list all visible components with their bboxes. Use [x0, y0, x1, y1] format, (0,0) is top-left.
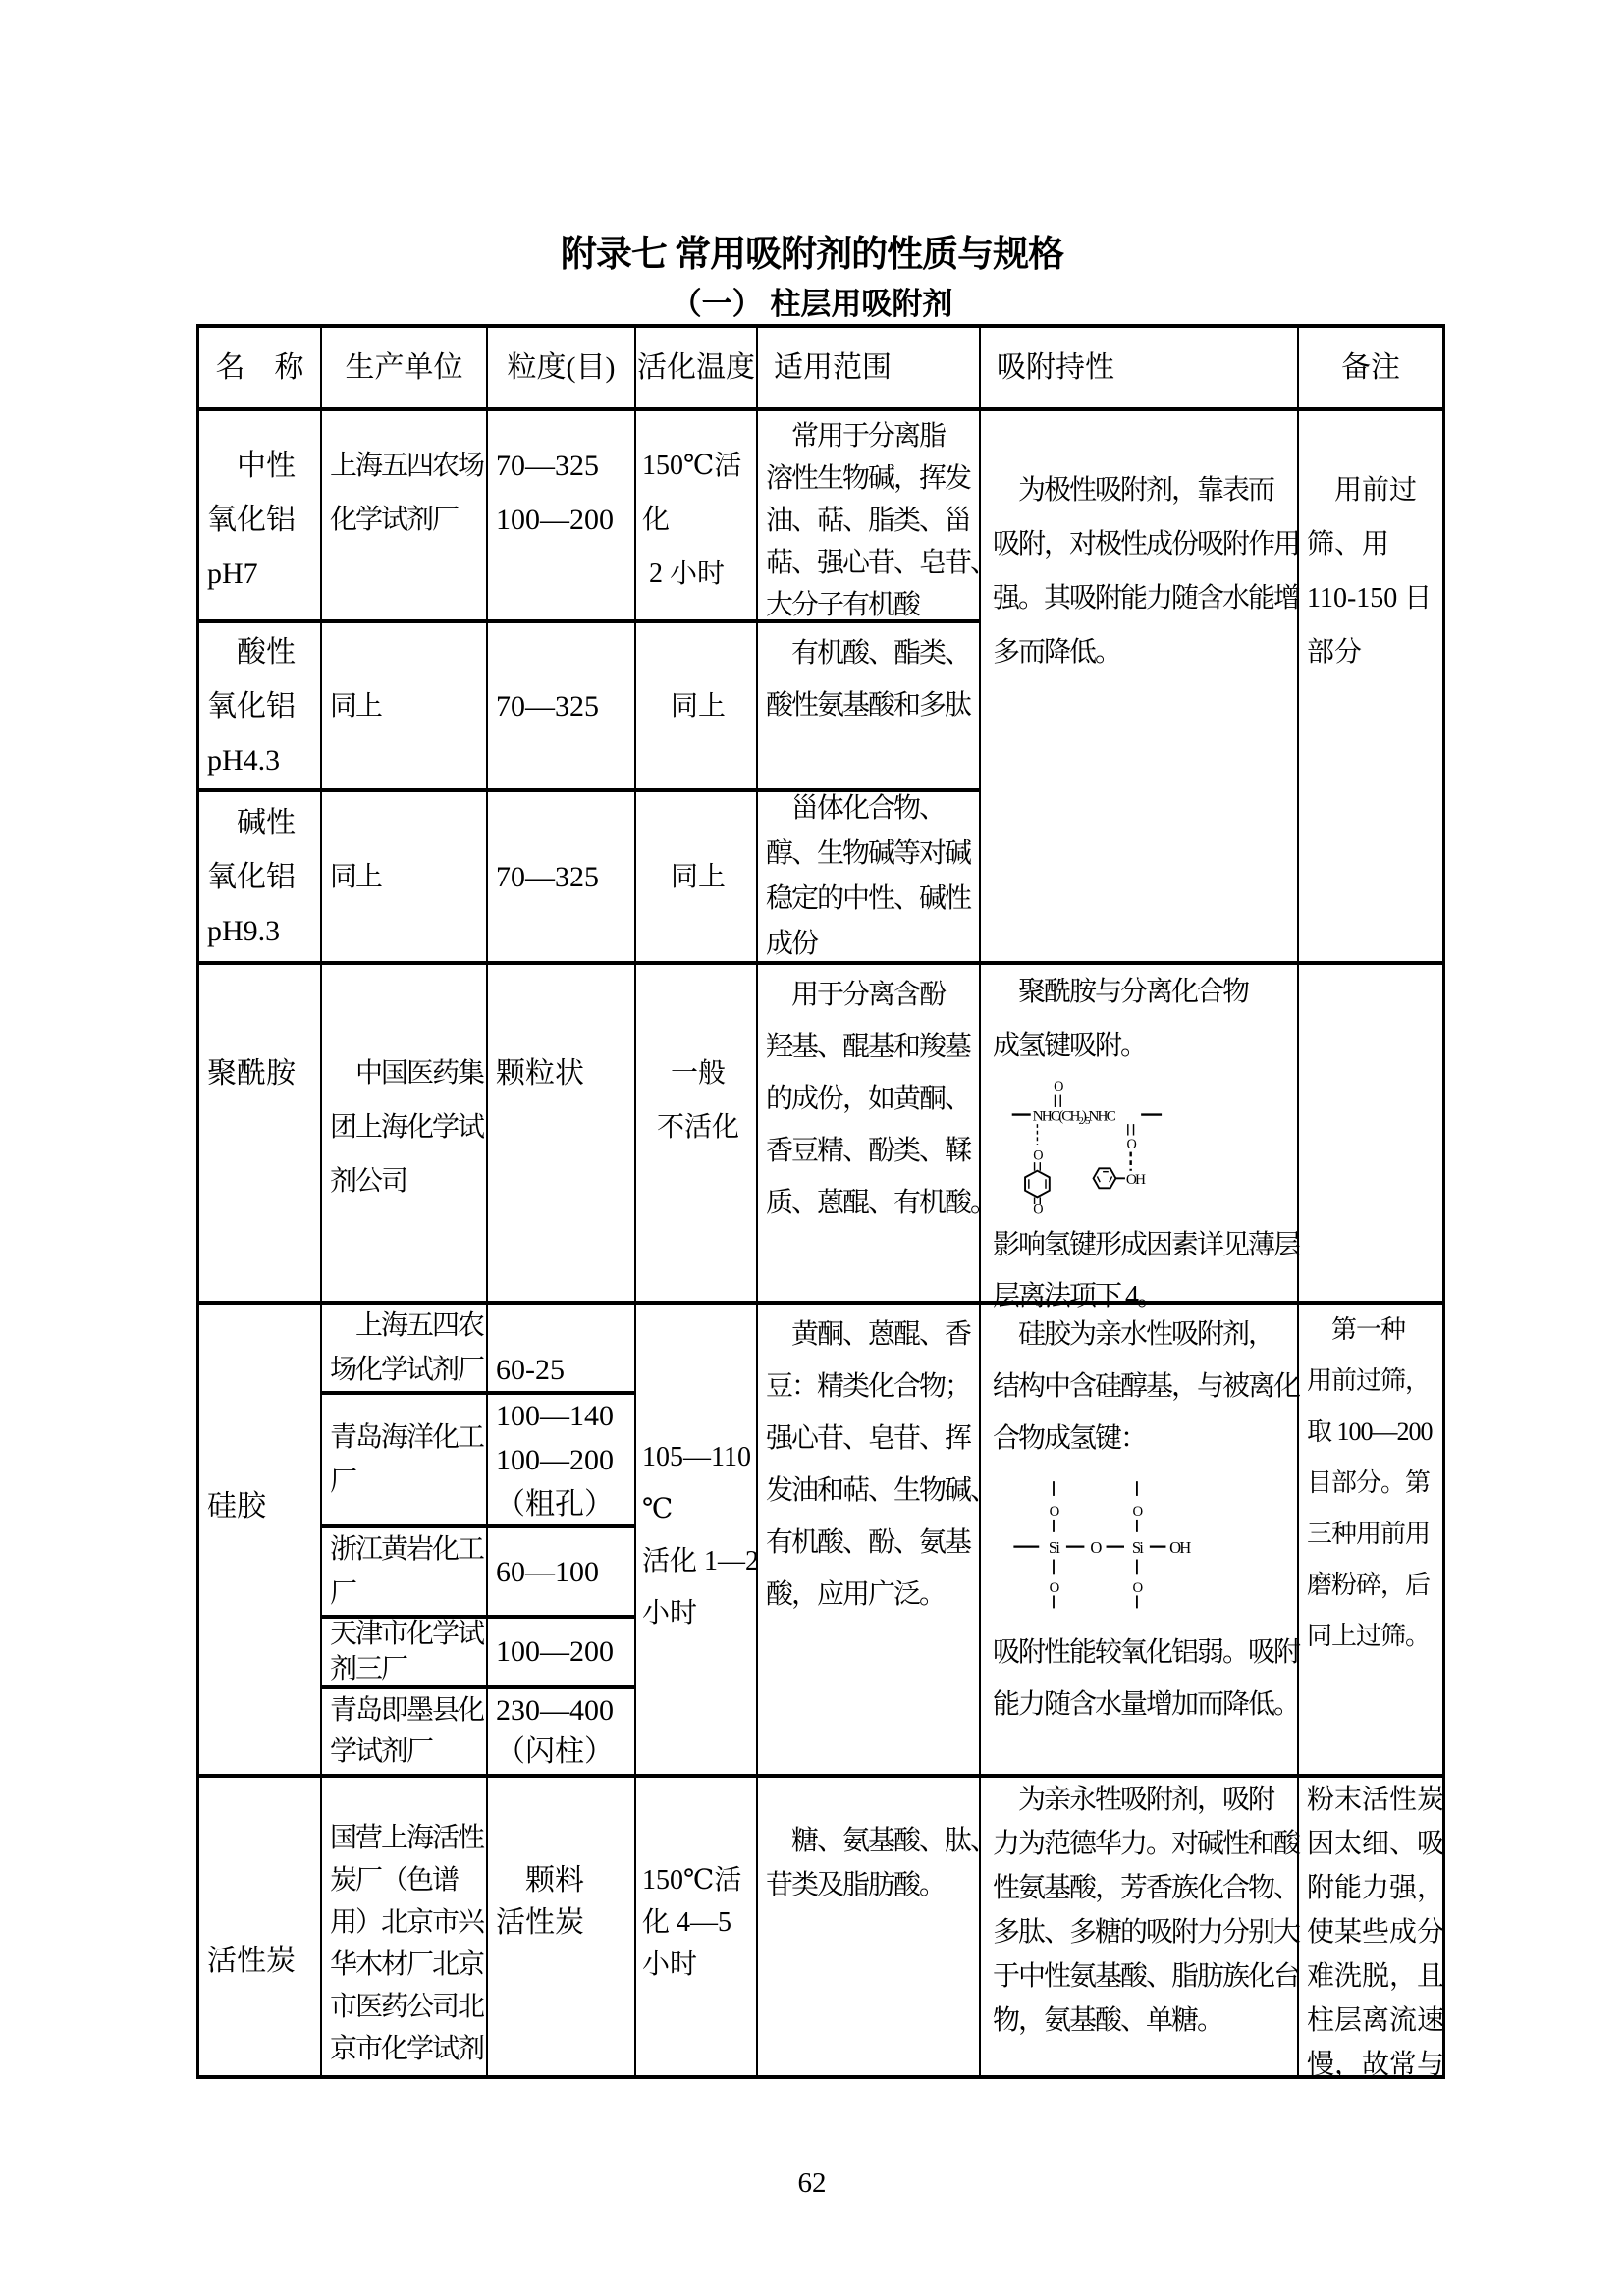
- text-line: 部分: [1307, 637, 1363, 667]
- text-line: 同上: [670, 690, 726, 721]
- cell-neutral-alumina-name: [199, 411, 322, 623]
- cell-neutral-alumina-scope: [758, 411, 997, 623]
- col-header-name-label: 名 称: [215, 351, 304, 384]
- cell-silica-mesh-4: [488, 1619, 636, 1689]
- cell-basic-alumina-scope: [758, 792, 981, 965]
- text-line: 多肽、多糖的吸附力分别大: [993, 1917, 1300, 1948]
- text-line: 大分子有机酸: [766, 590, 920, 620]
- cell-neutral-alumina-manufacturer: [322, 411, 488, 623]
- text-line: 因太细、吸: [1307, 1829, 1445, 1859]
- text-line: 炭厂（色谱: [330, 1865, 459, 1896]
- cell-polyamide-note: [1299, 965, 1442, 1305]
- cell-polyamide-name: [199, 965, 322, 1305]
- section-subtitle: （一） 柱层用吸附剂: [671, 287, 953, 321]
- text-line: 110-150 日: [1307, 583, 1433, 614]
- text-line: 颗料: [496, 1864, 584, 1896]
- quinone-top-o-label: O: [1033, 1148, 1042, 1164]
- text-line: 成氢键吸附。: [993, 1031, 1147, 1061]
- text-line: 60-25: [496, 1354, 565, 1386]
- text-line: 用于分离含酚: [766, 980, 946, 1010]
- col-header-note: [1299, 328, 1442, 411]
- text-line: 碱性: [207, 806, 296, 839]
- col-header-mesh-label: 粒度(目): [507, 351, 616, 384]
- text-line: 物，氨基酸、单糖。: [993, 2005, 1223, 2036]
- cell-basic-alumina-activation: [636, 792, 758, 965]
- text-line: 萜、强心苷、皂苷、: [766, 548, 997, 578]
- text-line: 剂三厂: [330, 1654, 407, 1684]
- text-line: 合物成氢键：: [993, 1423, 1147, 1454]
- cell-silica-manufacturer-2: [322, 1395, 488, 1528]
- appendix-title: 附录七 常用吸附剂的性质与规格: [560, 235, 1064, 275]
- text-line: 影响氢键形成因素详见薄层: [993, 1230, 1300, 1260]
- text-line: 苷类及脂肪酸。: [766, 1870, 946, 1900]
- text-line: 上海五四农: [330, 1310, 484, 1341]
- cell-polyamide-adsorption: [981, 965, 1300, 1311]
- text-line: 酸性氨基酸和多肽: [766, 690, 971, 721]
- text-line: 有机酸、酚、氨基: [766, 1527, 971, 1558]
- col-header-note-label: 备注: [1341, 351, 1400, 384]
- text-line: 质、蒽醌、有机酸。: [766, 1188, 997, 1218]
- text-line: 一般: [670, 1058, 726, 1089]
- cell-acidic-alumina-manufacturer: [322, 623, 488, 792]
- text-line: 浙江黄岩化工: [330, 1534, 484, 1565]
- col-header-name: [199, 328, 322, 411]
- silica-adsorption-intro: [993, 1308, 1300, 1465]
- silica-adsorption-outro: [993, 1627, 1300, 1731]
- text-line: 硅胶: [207, 1490, 266, 1522]
- text-line: 第一种: [1307, 1315, 1406, 1344]
- text-line: 筛、用: [1307, 529, 1390, 560]
- text-line: 市医药公司北: [330, 1992, 484, 2022]
- text-line: 氧化铝: [207, 504, 296, 536]
- cell-neutral-alumina-mesh: [488, 411, 636, 623]
- cell-silica-mesh-1: [488, 1305, 636, 1395]
- text-line: （闪柱）: [496, 1735, 614, 1768]
- cell-basic-alumina-manufacturer: [322, 792, 488, 965]
- page-number: 62: [797, 2167, 827, 2199]
- cell-polyamide-manufacturer: [322, 965, 488, 1305]
- cell-acidic-alumina-activation: [636, 623, 758, 792]
- text-line: 聚酰胺: [207, 1057, 296, 1090]
- text-line: 稳定的中性、碱性: [766, 883, 971, 914]
- cell-charcoal-mesh: [488, 1778, 636, 2075]
- cell-polyamide-mesh: [488, 965, 636, 1305]
- cell-acidic-alumina-name: [199, 623, 322, 792]
- text-line: 粉末活性炭: [1307, 1785, 1445, 1815]
- text-line: （粗孔）: [496, 1487, 614, 1521]
- text-line: 100—140: [496, 1399, 614, 1432]
- text-line: 活性炭: [207, 1945, 296, 1977]
- cell-polyamide-scope: [758, 965, 997, 1305]
- polyamide-hbond-structure-diagram: [1006, 1077, 1203, 1214]
- si1-bottom-o-label: O: [1049, 1579, 1058, 1596]
- text-line: 为亲永牲吸附剂，吸附: [993, 1785, 1274, 1815]
- text-line: 油、萜、脂类、甾: [766, 506, 971, 536]
- text-line: ℃: [642, 1494, 674, 1524]
- amide-o-label: O: [1126, 1136, 1135, 1152]
- cell-basic-alumina-name: [199, 792, 322, 965]
- text-line: 天津市化学试: [330, 1619, 484, 1649]
- text-line: 60—100: [496, 1555, 599, 1588]
- text-line: 羟基、醌基和羧墓: [766, 1032, 971, 1062]
- si2-top-o-label: O: [1132, 1504, 1142, 1521]
- bridge-o-label: O: [1090, 1538, 1101, 1558]
- text-line: 三种用前用: [1307, 1520, 1431, 1548]
- col-header-adsorption-label: 吸附持性: [997, 351, 1114, 384]
- text-line: 70—325: [496, 450, 599, 482]
- text-line: 上海五四农场: [330, 451, 484, 481]
- phenol-oh-label: OH: [1125, 1171, 1145, 1189]
- text-line: 吸附，对极性成份吸附作用: [993, 529, 1300, 560]
- col-header-activation: [636, 328, 758, 411]
- cell-silica-mesh-2: [488, 1395, 636, 1528]
- text-line: 能力随含水量增加而降低。: [993, 1689, 1300, 1720]
- text-line: 100—200: [496, 1443, 614, 1476]
- si2-label: Si: [1131, 1538, 1143, 1558]
- text-line: 层离法项下 4。: [993, 1281, 1164, 1311]
- text-line: 酸性: [207, 635, 296, 668]
- cell-silica-adsorption: [981, 1305, 1299, 1778]
- text-line: 学试剂厂: [330, 1736, 433, 1767]
- text-line: 颗粒状: [496, 1057, 584, 1090]
- cell-silica-name: [199, 1305, 322, 1778]
- col-header-mesh: [488, 328, 636, 411]
- cell-silica-scope: [758, 1305, 997, 1778]
- text-line: 150℃活: [642, 451, 742, 481]
- col-header-scope: [758, 328, 981, 411]
- text-line: 为极性吸附剂，靠表而: [993, 475, 1274, 506]
- text-line: 同上过筛。: [1307, 1622, 1431, 1650]
- cell-charcoal-name: [199, 1778, 322, 2075]
- text-line: 同上: [330, 861, 382, 892]
- col-header-scope-label: 适用范围: [774, 351, 892, 384]
- text-line: 慢，故常与: [1307, 2050, 1445, 2080]
- text-line: 100—200: [496, 1635, 614, 1668]
- adsorbents-table: [196, 324, 1445, 2079]
- cell-silica-manufacturer-5: [322, 1689, 488, 1778]
- text-line: 甾体化合物、: [766, 793, 946, 824]
- text-line: 华木材厂北京: [330, 1949, 484, 1980]
- silanol-oh-label: OH: [1169, 1538, 1190, 1558]
- text-line: 场化学试剂厂: [330, 1355, 484, 1385]
- text-line: 京市化学试剂: [330, 2034, 484, 2064]
- text-line: 取 100—200: [1307, 1417, 1433, 1446]
- cell-silica-manufacturer-3: [322, 1528, 488, 1619]
- text-line: 氧化铝: [207, 689, 296, 722]
- text-line: 黄酮、蒽醌、香: [766, 1319, 971, 1350]
- text-line: 用前过筛，: [1307, 1366, 1431, 1395]
- col-header-activation-label: 活化温度: [637, 351, 755, 384]
- text-line: 不活化: [656, 1112, 739, 1143]
- text-line: 化 4—5: [642, 1907, 732, 1938]
- si2-bottom-o-label: O: [1132, 1579, 1142, 1596]
- cell-silica-manufacturer-4: [322, 1619, 488, 1689]
- text-line: 香豆精、酚类、鞣: [766, 1136, 971, 1166]
- text-line: pH4.3: [207, 743, 281, 776]
- si1-label: Si: [1048, 1538, 1059, 1558]
- polyamide-adsorption-intro: [993, 965, 1293, 1073]
- text-line: 活化 1—2: [642, 1546, 760, 1576]
- text-line: 用前过: [1307, 475, 1418, 506]
- text-line: 剂公司: [330, 1166, 407, 1197]
- cell-silica-activation: [636, 1305, 758, 1778]
- text-line: 中国医药集: [330, 1058, 484, 1089]
- chain-formula-text: $NHC(CH_2)_5NHC$: [1032, 1107, 1114, 1128]
- cell-charcoal-scope: [758, 1778, 997, 2075]
- text-line: 中性: [207, 450, 296, 482]
- text-line: 150℃活: [642, 1865, 742, 1896]
- cell-basic-alumina-mesh: [488, 792, 636, 965]
- text-line: 化: [642, 505, 671, 535]
- text-line: 2 小时: [642, 559, 726, 589]
- cell-acidic-alumina-scope: [758, 623, 981, 792]
- text-line: 醇、生物碱等对碱: [766, 838, 971, 869]
- text-line: 70—325: [496, 860, 599, 893]
- text-line: 豆：精类化合物；: [766, 1371, 971, 1402]
- text-line: 105—110: [642, 1442, 751, 1472]
- text-line: 小时: [642, 1598, 698, 1629]
- text-line: 使某些成分: [1307, 1917, 1445, 1948]
- text-line: pH9.3: [207, 914, 281, 947]
- text-line: pH7: [207, 558, 258, 590]
- text-line: 厂: [330, 1467, 356, 1497]
- cell-neutral-alumina-activation: [636, 411, 758, 623]
- text-line: 磨粉碎，后: [1307, 1571, 1431, 1599]
- carbonyl-o-label: O: [1054, 1078, 1062, 1095]
- text-line: 的成份，如黄酮、: [766, 1084, 971, 1114]
- text-line: 糖、氨基酸、肽、: [766, 1826, 997, 1856]
- cell-charcoal-adsorption: [981, 1778, 1299, 2075]
- text-line: 氧化铝: [207, 860, 296, 893]
- cell-polyamide-activation: [636, 965, 758, 1305]
- cell-silica-mesh-3: [488, 1528, 636, 1619]
- text-line: 青岛海洋化工: [330, 1422, 484, 1453]
- text-line: 柱层离流速: [1307, 2005, 1445, 2036]
- si1-top-o-label: O: [1049, 1504, 1058, 1521]
- text-line: 青岛即墨县化: [330, 1695, 484, 1726]
- text-line: 常用于分离脂: [766, 421, 946, 452]
- text-line: 多而降低。: [993, 637, 1121, 667]
- text-line: 性氨基酸，芳香族化合物、: [993, 1873, 1300, 1903]
- cell-silica-mesh-5: [488, 1689, 636, 1778]
- text-line: 70—325: [496, 689, 599, 722]
- text-line: 目部分。第: [1307, 1468, 1431, 1497]
- text-line: 有机酸、酯类、: [766, 638, 971, 668]
- cell-silica-manufacturer-1: [322, 1305, 488, 1395]
- text-line: 活性炭: [496, 1906, 584, 1939]
- text-line: 强心苷、皂苷、挥: [766, 1423, 971, 1454]
- text-line: 结构中含硅醇基，与被离化: [993, 1371, 1300, 1402]
- text-line: 力为范德华力。对碱性和酸: [993, 1829, 1300, 1859]
- cell-silica-note: [1299, 1305, 1442, 1778]
- text-line: 同上: [670, 861, 726, 892]
- text-line: 附能力强，: [1307, 1873, 1445, 1903]
- text-line: 发油和萜、生物碱、: [766, 1475, 997, 1506]
- text-line: 同上: [330, 690, 382, 721]
- text-line: 100—200: [496, 504, 614, 536]
- text-line: 聚酰胺与分离化合物: [993, 977, 1249, 1007]
- text-line: 成份: [766, 929, 818, 959]
- text-line: [496, 1304, 630, 1348]
- text-line: 用）北京市兴: [330, 1907, 484, 1938]
- text-line: 难洗脱，且: [1307, 1961, 1445, 1992]
- cell-charcoal-activation: [636, 1778, 758, 2075]
- col-header-manufacturer-label: 生产单位: [345, 351, 463, 384]
- text-line: 230—400: [496, 1694, 614, 1727]
- col-header-adsorption: [981, 328, 1299, 411]
- cell-charcoal-manufacturer: [322, 1778, 488, 2075]
- col-header-manufacturer: [322, 328, 488, 411]
- text-line: 强。其吸附能力随含水能增: [993, 583, 1300, 614]
- cell-charcoal-note: [1299, 1778, 1445, 2080]
- cell-alumina-note: [1299, 411, 1442, 965]
- text-line: 化学试剂厂: [330, 505, 459, 535]
- text-line: 团上海化学试: [330, 1112, 484, 1143]
- text-line: 国营上海活性: [330, 1823, 484, 1853]
- text-line: 溶性生物碱，挥发: [766, 463, 971, 494]
- cell-alumina-adsorption: [981, 411, 1299, 965]
- text-line: 厂: [330, 1578, 356, 1609]
- silica-structure-diagram: [1006, 1468, 1242, 1616]
- text-line: 吸附性能较氧化铝弱。吸附: [993, 1637, 1300, 1668]
- text-line: 硅胶为亲水性吸附剂，: [993, 1319, 1274, 1350]
- text-line: 小时: [642, 1949, 698, 1980]
- cell-acidic-alumina-mesh: [488, 623, 636, 792]
- quinone-bottom-o-label: O: [1033, 1201, 1042, 1214]
- text-line: 于中性氨基酸、脂肪族化台: [993, 1961, 1300, 1992]
- text-line: 酸，应用广泛。: [766, 1579, 946, 1610]
